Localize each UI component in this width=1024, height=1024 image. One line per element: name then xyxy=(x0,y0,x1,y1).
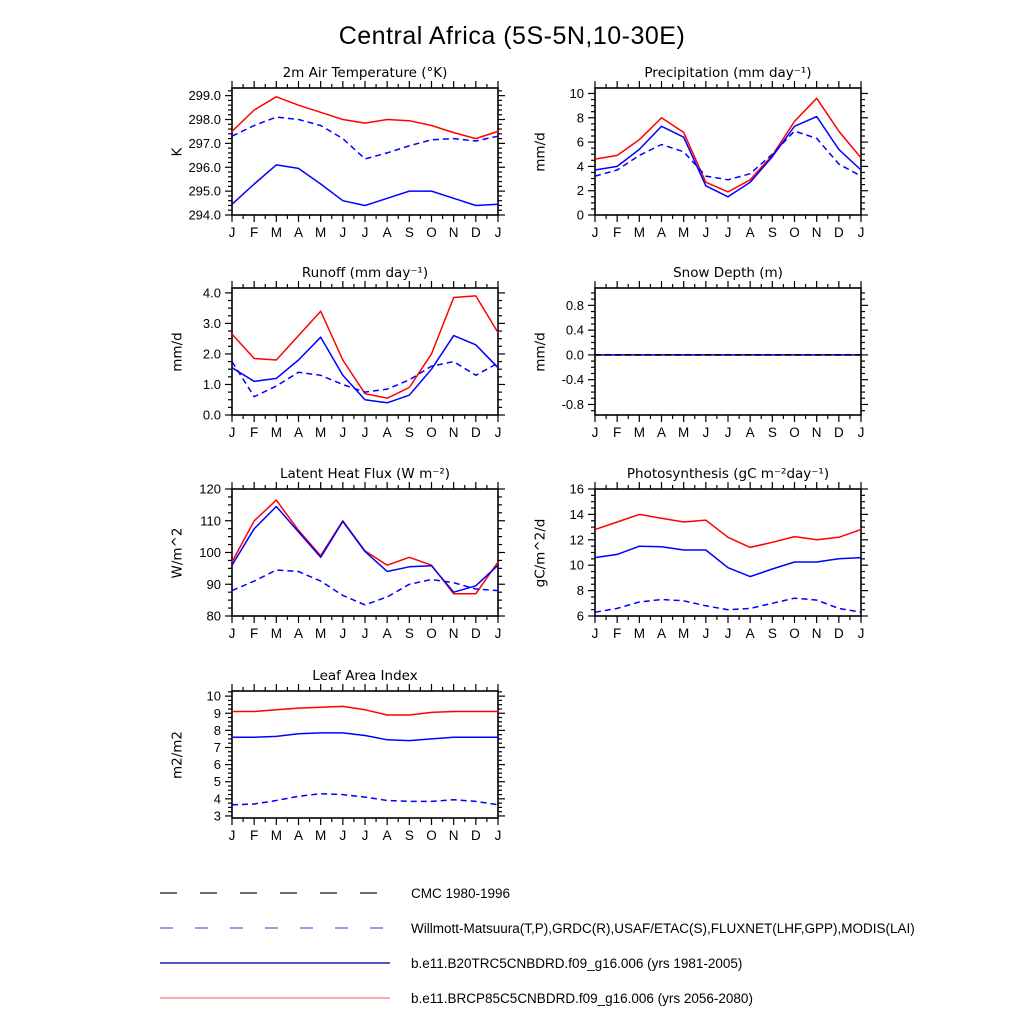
svg-text:100: 100 xyxy=(199,545,221,560)
svg-text:D: D xyxy=(470,225,481,240)
svg-text:0.4: 0.4 xyxy=(565,322,584,338)
svg-text:D: D xyxy=(833,425,844,440)
svg-text:A: A xyxy=(382,225,392,240)
svg-text:2.0: 2.0 xyxy=(202,346,221,362)
panel-title: Leaf Area Index xyxy=(312,668,418,684)
legend-line-brcp85 xyxy=(160,997,390,999)
panel-title: Runoff (mm day⁻¹) xyxy=(301,265,429,281)
svg-text:N: N xyxy=(448,828,459,843)
svg-text:N: N xyxy=(448,425,459,440)
svg-text:J: J xyxy=(494,225,502,240)
svg-text:F: F xyxy=(250,425,259,440)
svg-text:D: D xyxy=(833,626,844,641)
svg-text:J: J xyxy=(724,225,732,240)
svg-text:M: M xyxy=(633,425,645,440)
svg-text:2: 2 xyxy=(576,183,584,199)
svg-text:8: 8 xyxy=(576,583,584,599)
panel-title: Photosynthesis (gC m⁻²day⁻¹) xyxy=(626,466,830,482)
svg-text:296.0: 296.0 xyxy=(188,159,221,175)
svg-text:F: F xyxy=(613,626,622,641)
svg-text:J: J xyxy=(724,425,732,440)
y-axis-label: mm/d xyxy=(532,132,549,172)
svg-text:J: J xyxy=(361,425,369,440)
panel-runoff xyxy=(160,260,514,456)
svg-text:M: M xyxy=(315,828,327,843)
svg-text:D: D xyxy=(470,425,481,440)
svg-text:10: 10 xyxy=(206,688,221,704)
svg-text:F: F xyxy=(250,626,259,641)
svg-text:J: J xyxy=(591,225,599,240)
svg-text:7: 7 xyxy=(213,739,221,755)
legend-line-observations xyxy=(160,927,390,929)
svg-text:3: 3 xyxy=(213,808,221,824)
svg-text:9: 9 xyxy=(213,705,221,721)
svg-text:12: 12 xyxy=(569,532,584,548)
y-axis-label: m2/m2 xyxy=(169,730,186,780)
legend-row xyxy=(160,954,1000,972)
y-axis-label: K xyxy=(169,147,186,157)
svg-text:8: 8 xyxy=(213,722,221,738)
svg-text:J: J xyxy=(339,626,347,641)
panel-air-temperature xyxy=(160,60,514,256)
panel-title: Snow Depth (m) xyxy=(673,265,783,281)
svg-text:J: J xyxy=(361,828,369,843)
panel-title: 2m Air Temperature (°K) xyxy=(282,65,448,81)
svg-text:F: F xyxy=(613,225,622,240)
plot-photosynthesis xyxy=(523,461,877,657)
svg-text:A: A xyxy=(293,828,304,843)
svg-text:D: D xyxy=(470,626,481,641)
svg-text:120: 120 xyxy=(199,481,221,497)
legend-label: Willmott-Matsuura(T,P),GRDC(R),USAF/ETAC(S),FLUXNET(LHF,GPP),MODIS(LAI) xyxy=(411,920,915,936)
svg-text:295.0: 295.0 xyxy=(188,183,221,199)
svg-text:299.0: 299.0 xyxy=(188,88,221,104)
svg-text:M: M xyxy=(315,626,327,641)
svg-text:A: A xyxy=(656,425,667,440)
panel-title: Precipitation (mm day⁻¹) xyxy=(644,65,812,81)
svg-text:O: O xyxy=(789,425,800,440)
plot-runoff xyxy=(160,260,514,456)
plot-latent-heat-flux xyxy=(160,461,514,657)
svg-text:6: 6 xyxy=(213,757,221,773)
svg-text:O: O xyxy=(789,626,800,641)
svg-text:J: J xyxy=(591,425,599,440)
svg-text:O: O xyxy=(789,225,800,240)
y-axis-label: gC/m^2/d xyxy=(532,518,549,588)
svg-text:A: A xyxy=(656,626,667,641)
svg-text:S: S xyxy=(404,425,414,440)
legend-line-cmc xyxy=(160,892,390,894)
svg-text:6: 6 xyxy=(576,134,584,150)
legend-row xyxy=(160,919,1000,937)
panel-title: Latent Heat Flux (W m⁻²) xyxy=(279,466,451,482)
svg-text:A: A xyxy=(293,425,304,440)
svg-text:M: M xyxy=(633,626,645,641)
svg-text:110: 110 xyxy=(200,513,221,529)
svg-text:S: S xyxy=(404,626,414,641)
svg-text:M: M xyxy=(633,225,645,240)
svg-text:0.8: 0.8 xyxy=(565,297,584,313)
svg-text:O: O xyxy=(426,225,437,240)
svg-text:A: A xyxy=(293,626,304,641)
svg-text:J: J xyxy=(702,425,710,440)
svg-text:M: M xyxy=(315,425,327,440)
svg-text:S: S xyxy=(404,225,414,240)
svg-text:J: J xyxy=(702,626,710,641)
legend-label: CMC 1980-1996 xyxy=(411,885,511,901)
svg-text:297.0: 297.0 xyxy=(188,135,221,151)
svg-text:M: M xyxy=(678,626,690,641)
svg-text:298.0: 298.0 xyxy=(188,112,221,128)
svg-text:10: 10 xyxy=(569,85,584,101)
svg-text:F: F xyxy=(613,425,622,440)
svg-text:0.0: 0.0 xyxy=(565,347,584,363)
svg-text:J: J xyxy=(494,626,502,641)
svg-text:J: J xyxy=(494,828,502,843)
legend-row xyxy=(160,884,1000,902)
svg-text:294.0: 294.0 xyxy=(188,207,221,223)
svg-text:J: J xyxy=(857,225,865,240)
legend-row xyxy=(160,989,1000,1007)
svg-text:A: A xyxy=(293,225,304,240)
plot-snow-depth xyxy=(523,260,877,456)
svg-text:M: M xyxy=(270,425,282,440)
svg-text:F: F xyxy=(250,225,259,240)
svg-text:M: M xyxy=(270,828,282,843)
svg-text:D: D xyxy=(470,828,481,843)
svg-text:M: M xyxy=(270,225,282,240)
svg-text:J: J xyxy=(228,626,236,641)
svg-text:90: 90 xyxy=(206,576,221,592)
svg-text:J: J xyxy=(857,626,865,641)
svg-text:N: N xyxy=(811,626,822,641)
svg-text:A: A xyxy=(745,626,755,641)
svg-text:F: F xyxy=(250,828,259,843)
svg-text:J: J xyxy=(361,225,369,240)
svg-text:0: 0 xyxy=(576,207,584,223)
svg-text:8: 8 xyxy=(576,110,584,126)
svg-text:S: S xyxy=(767,626,777,641)
legend xyxy=(160,884,1000,1024)
plot-precipitation xyxy=(523,60,877,256)
svg-text:A: A xyxy=(382,828,392,843)
panel-precipitation xyxy=(523,60,877,256)
svg-text:N: N xyxy=(811,425,822,440)
svg-text:-0.4: -0.4 xyxy=(561,372,584,388)
svg-text:1.0: 1.0 xyxy=(202,376,221,392)
svg-text:J: J xyxy=(494,425,502,440)
svg-text:A: A xyxy=(745,225,755,240)
svg-text:O: O xyxy=(426,626,437,641)
svg-text:16: 16 xyxy=(569,481,584,497)
svg-text:14: 14 xyxy=(569,506,584,522)
svg-text:4.0: 4.0 xyxy=(202,285,221,301)
svg-text:J: J xyxy=(228,828,236,843)
svg-text:N: N xyxy=(448,626,459,641)
svg-text:A: A xyxy=(745,425,755,440)
svg-text:J: J xyxy=(339,828,347,843)
svg-text:A: A xyxy=(656,225,667,240)
svg-text:80: 80 xyxy=(206,608,221,624)
svg-text:J: J xyxy=(339,225,347,240)
svg-text:10: 10 xyxy=(569,557,584,573)
svg-text:M: M xyxy=(270,626,282,641)
svg-text:D: D xyxy=(833,225,844,240)
svg-text:J: J xyxy=(361,626,369,641)
svg-text:J: J xyxy=(702,225,710,240)
y-axis-label: mm/d xyxy=(169,332,186,372)
svg-text:M: M xyxy=(678,425,690,440)
svg-text:S: S xyxy=(404,828,414,843)
svg-text:6: 6 xyxy=(576,608,584,624)
svg-text:N: N xyxy=(811,225,822,240)
legend-label: b.e11.B20TRC5CNBDRD.f09_g16.006 (yrs 1981-2005) xyxy=(411,955,743,971)
svg-text:-0.8: -0.8 xyxy=(561,396,584,412)
svg-text:0.0: 0.0 xyxy=(202,407,221,423)
legend-line-b20trc xyxy=(160,962,390,964)
svg-text:4: 4 xyxy=(213,791,221,807)
plot-air-temperature xyxy=(160,60,514,256)
y-axis-label: W/m^2 xyxy=(169,527,186,579)
svg-text:S: S xyxy=(767,425,777,440)
panel-photosynthesis xyxy=(523,461,877,657)
plot-leaf-area-index xyxy=(160,663,514,859)
panel-latent-heat-flux xyxy=(160,461,514,657)
svg-text:O: O xyxy=(426,425,437,440)
y-axis-label: mm/d xyxy=(532,332,549,372)
svg-text:M: M xyxy=(678,225,690,240)
legend-label: b.e11.BRCP85C5CNBDRD.f09_g16.006 (yrs 2056-2080) xyxy=(411,990,753,1006)
svg-text:J: J xyxy=(339,425,347,440)
svg-text:3.0: 3.0 xyxy=(202,315,221,331)
svg-text:5: 5 xyxy=(213,774,221,790)
svg-text:J: J xyxy=(857,425,865,440)
svg-text:J: J xyxy=(228,425,236,440)
panel-snow-depth xyxy=(523,260,877,456)
svg-text:4: 4 xyxy=(576,158,584,174)
svg-text:S: S xyxy=(767,225,777,240)
svg-text:J: J xyxy=(724,626,732,641)
figure-title: Central Africa (5S-5N,10-30E) xyxy=(338,22,686,50)
svg-text:A: A xyxy=(382,425,392,440)
svg-text:N: N xyxy=(448,225,459,240)
svg-text:M: M xyxy=(315,225,327,240)
panel-leaf-area-index xyxy=(160,663,514,859)
svg-text:J: J xyxy=(228,225,236,240)
svg-text:A: A xyxy=(382,626,392,641)
svg-text:O: O xyxy=(426,828,437,843)
svg-text:J: J xyxy=(591,626,599,641)
